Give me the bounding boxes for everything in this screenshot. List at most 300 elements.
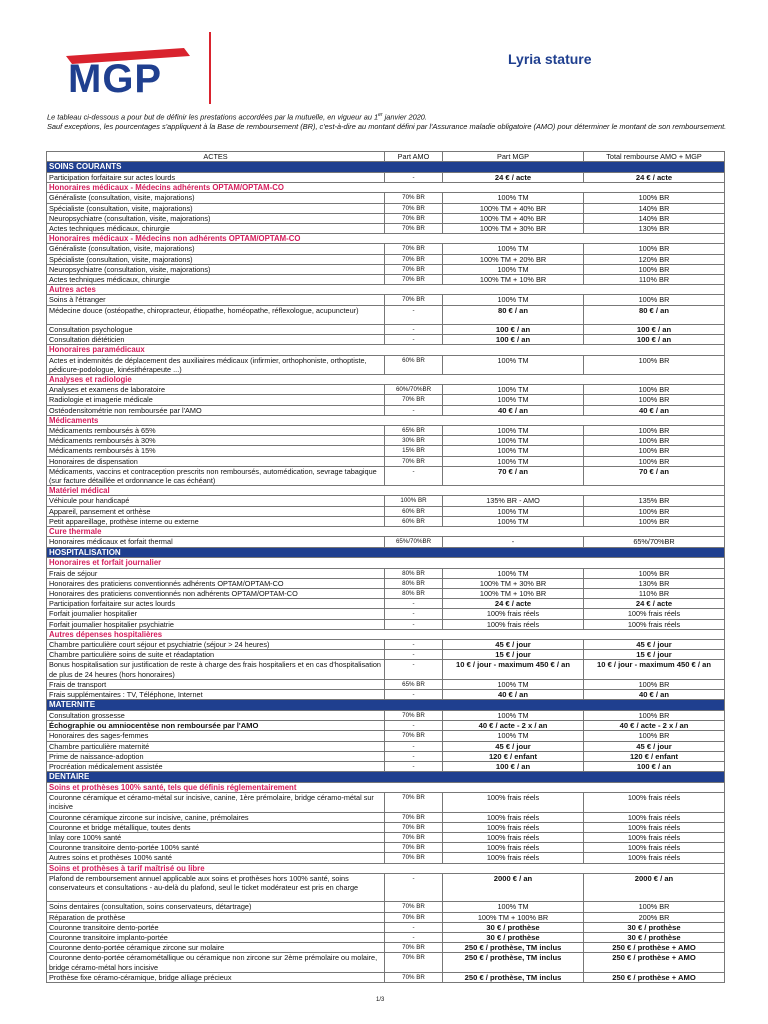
amo-cell: - <box>385 873 443 902</box>
table-row <box>47 496 725 506</box>
table-row <box>47 689 725 699</box>
table-row <box>47 395 725 405</box>
table-row <box>47 710 725 720</box>
total-cell: 140% BR <box>584 213 725 223</box>
act-cell: Ostéodensitométrie non remboursée par l'AMO <box>47 405 385 415</box>
act-cell: Inlay core 100% santé <box>47 832 385 842</box>
total-cell: 100% frais réels <box>584 812 725 822</box>
svg-text:MGP: MGP <box>68 57 163 94</box>
total-cell: 40 € / acte - 2 x / an <box>584 721 725 731</box>
total-cell: 45 € / jour <box>584 639 725 649</box>
table-row <box>47 325 725 335</box>
table-row <box>47 660 725 679</box>
subsection-title: Autres actes <box>47 285 725 295</box>
amo-cell: 70% BR <box>385 853 443 863</box>
total-cell: 100 € / an <box>584 325 725 335</box>
act-cell: Consultation diététicien <box>47 335 385 345</box>
amo-cell: 70% BR <box>385 793 443 812</box>
header-actes: ACTES <box>47 152 385 162</box>
mgp-cell: 100% TM <box>443 446 584 456</box>
amo-cell: 100% BR <box>385 496 443 506</box>
act-cell: Médicaments remboursés à 30% <box>47 436 385 446</box>
act-cell: Médicaments remboursés à 65% <box>47 426 385 436</box>
table-body <box>47 162 725 983</box>
amo-cell: 70% BR <box>385 395 443 405</box>
act-cell: Plafond de remboursement annuel applicable aux soins et prothèses hors 100% santé, soins conservateurs et consultations - au-delà du plafond, seul le ticket modérateur est pris en charge <box>47 873 385 902</box>
total-cell: 110% BR <box>584 588 725 598</box>
act-cell: Honoraires de dispensation <box>47 456 385 466</box>
total-cell: 100% BR <box>584 506 725 516</box>
table-row <box>47 537 725 547</box>
table-row <box>47 568 725 578</box>
total-cell: 40 € / an <box>584 689 725 699</box>
mgp-logo <box>66 48 190 94</box>
table-row <box>47 793 725 812</box>
table-row <box>47 173 725 183</box>
act-cell: Forfait journalier hospitalier psychiatrie <box>47 619 385 629</box>
mgp-cell: 45 € / jour <box>443 741 584 751</box>
amo-cell: - <box>385 335 443 345</box>
act-cell: Appareil, pansement et orthèse <box>47 506 385 516</box>
mgp-cell: 100% TM <box>443 355 584 374</box>
amo-cell: 70% BR <box>385 822 443 832</box>
total-cell: 140% BR <box>584 203 725 213</box>
act-cell: Spécialiste (consultation, visite, majorations) <box>47 203 385 213</box>
act-cell: Véhicule pour handicapé <box>47 496 385 506</box>
total-cell: 100% BR <box>584 426 725 436</box>
amo-cell: - <box>385 609 443 619</box>
mgp-cell: 100 € / an <box>443 335 584 345</box>
page-number: 1/3 <box>376 997 385 1003</box>
amo-cell: 70% BR <box>385 213 443 223</box>
amo-cell: 70% BR <box>385 295 443 305</box>
act-cell: Honoraires des praticiens conventionnés adhérents OPTAM/OPTAM-CO <box>47 578 385 588</box>
amo-cell: 80% BR <box>385 568 443 578</box>
table-row <box>47 953 725 972</box>
amo-cell: - <box>385 932 443 942</box>
table-row <box>47 812 725 822</box>
mgp-cell: 100% TM <box>443 456 584 466</box>
mgp-cell: 100% TM <box>443 193 584 203</box>
table-row <box>47 385 725 395</box>
table-row <box>47 731 725 741</box>
act-cell: Autres soins et prothèses 100% santé <box>47 853 385 863</box>
act-cell: Honoraires des praticiens conventionnés non adhérents OPTAM/OPTAM-CO <box>47 588 385 598</box>
act-cell: Prime de naissance-adoption <box>47 751 385 761</box>
act-cell: Consultation grossesse <box>47 710 385 720</box>
amo-cell: - <box>385 721 443 731</box>
amo-cell: - <box>385 405 443 415</box>
table-row <box>47 456 725 466</box>
mgp-cell: 100% TM + 40% BR <box>443 213 584 223</box>
table-row <box>47 355 725 374</box>
total-cell: 100% BR <box>584 516 725 526</box>
table-row <box>47 305 725 324</box>
table-row <box>47 609 725 619</box>
mgp-cell: 100% TM <box>443 516 584 526</box>
mgp-cell: 135% BR - AMO <box>443 496 584 506</box>
table-row <box>47 902 725 912</box>
total-cell: 100% BR <box>584 902 725 912</box>
total-cell: 100% frais réels <box>584 619 725 629</box>
mgp-cell: 120 € / enfant <box>443 751 584 761</box>
intro-text <box>47 110 727 132</box>
amo-cell: 70% BR <box>385 254 443 264</box>
table-row <box>47 213 725 223</box>
mgp-cell: 70 € / an <box>443 466 584 485</box>
act-cell: Bonus hospitalisation sur justification de reste à charge des frais hospitaliers et en cas d'hospitalisation de plus de 24 heures (hors honoraires) <box>47 660 385 679</box>
header-total: Total rembourse AMO + MGP <box>584 152 725 162</box>
mgp-cell: 100% TM <box>443 710 584 720</box>
mgp-cell: 2000 € / an <box>443 873 584 902</box>
subsection-title: Matériel médical <box>47 486 725 496</box>
act-cell: Couronne transitoire dento-portée 100% santé <box>47 843 385 853</box>
mgp-cell: 250 € / prothèse, TM inclus <box>443 972 584 982</box>
total-cell: 200% BR <box>584 912 725 922</box>
total-cell: 100% BR <box>584 264 725 274</box>
act-cell: Forfait journalier hospitalier <box>47 609 385 619</box>
subsection-header-row <box>47 558 725 568</box>
mgp-cell: 100% TM <box>443 385 584 395</box>
amo-cell: 70% BR <box>385 224 443 234</box>
mgp-cell: 100% TM <box>443 902 584 912</box>
total-cell: 100% frais réels <box>584 822 725 832</box>
act-cell: Couronne et bridge métallique, toutes dents <box>47 822 385 832</box>
intro-line-1: Le tableau ci-dessous a pour but de définir les prestations accordées par la mutuelle, en vigueur au 1er janvier 2020. <box>47 112 427 122</box>
total-cell: 80 € / an <box>584 305 725 324</box>
mgp-cell: 100 € / an <box>443 761 584 771</box>
amo-cell: 70% BR <box>385 731 443 741</box>
section-title: MATERNITE <box>47 700 725 711</box>
amo-cell: 70% BR <box>385 943 443 953</box>
act-cell: Frais de séjour <box>47 568 385 578</box>
section-title: HOSPITALISATION <box>47 547 725 558</box>
act-cell: Chambre particulière soins de suite et réadaptation <box>47 650 385 660</box>
mgp-cell: 100% frais réels <box>443 609 584 619</box>
amo-cell: - <box>385 466 443 485</box>
amo-cell: 60% BR <box>385 355 443 374</box>
table-row <box>47 506 725 516</box>
total-cell: 100% BR <box>584 436 725 446</box>
amo-cell: 70% BR <box>385 832 443 842</box>
intro-line-2: Sauf exceptions, les pourcentages s'appliquent à la Base de remboursement (BR), c'est-à-dire au montant défini par l'Assurance maladie obligatoire (AMO) pour déterminer le montant de son remboursement. <box>47 122 727 132</box>
mgp-cell: 100% frais réels <box>443 619 584 629</box>
total-cell: 100% BR <box>584 446 725 456</box>
act-cell: Actes techniques médicaux, chirurgie <box>47 224 385 234</box>
subsection-title: Honoraires médicaux - Médecins non adhérents OPTAM/OPTAM-CO <box>47 234 725 244</box>
act-cell: Consultation psychologue <box>47 325 385 335</box>
amo-cell: 70% BR <box>385 193 443 203</box>
mgp-cell: 100% TM <box>443 436 584 446</box>
act-cell: Procréation médicalement assistée <box>47 761 385 771</box>
amo-cell: - <box>385 751 443 761</box>
total-cell: 15 € / jour <box>584 650 725 660</box>
act-cell: Soins à l'étranger <box>47 295 385 305</box>
mgp-cell: 15 € / jour <box>443 650 584 660</box>
amo-cell: - <box>385 305 443 324</box>
total-cell: 100 € / an <box>584 335 725 345</box>
total-cell: 100% frais réels <box>584 853 725 863</box>
mgp-cell: 80 € / an <box>443 305 584 324</box>
total-cell: 100% BR <box>584 568 725 578</box>
total-cell: 40 € / an <box>584 405 725 415</box>
mgp-cell: 100% TM + 10% BR <box>443 588 584 598</box>
total-cell: 10 € / jour - maximum 450 € / an <box>584 660 725 679</box>
total-cell: 100% BR <box>584 456 725 466</box>
subsection-header-row <box>47 629 725 639</box>
subsection-header-row <box>47 345 725 355</box>
mgp-cell: 100% TM <box>443 426 584 436</box>
total-cell: 250 € / prothèse + AMO <box>584 943 725 953</box>
mgp-cell: - <box>443 537 584 547</box>
total-cell: 24 € / acte <box>584 599 725 609</box>
amo-cell: 80% BR <box>385 578 443 588</box>
subsection-title: Médicaments <box>47 415 725 425</box>
act-cell: Honoraires des sages-femmes <box>47 731 385 741</box>
table-row <box>47 912 725 922</box>
subsection-header-row <box>47 486 725 496</box>
total-cell: 100% frais réels <box>584 832 725 842</box>
mgp-cell: 24 € / acte <box>443 173 584 183</box>
total-cell: 250 € / prothèse + AMO <box>584 953 725 972</box>
amo-cell: 70% BR <box>385 264 443 274</box>
table-row <box>47 599 725 609</box>
mgp-cell: 40 € / an <box>443 689 584 699</box>
table-row <box>47 932 725 942</box>
act-cell: Participation forfaitaire sur actes lourds <box>47 599 385 609</box>
act-cell: Neuropsychiatre (consultation, visite, majorations) <box>47 264 385 274</box>
mgp-cell: 100% frais réels <box>443 832 584 842</box>
mgp-cell: 10 € / jour - maximum 450 € / an <box>443 660 584 679</box>
total-cell: 100% BR <box>584 710 725 720</box>
total-cell: 130% BR <box>584 224 725 234</box>
mgp-cell: 100% TM <box>443 395 584 405</box>
act-cell: Honoraires médicaux et forfait thermal <box>47 537 385 547</box>
subsection-header-row <box>47 234 725 244</box>
mgp-cell: 100% TM <box>443 506 584 516</box>
total-cell: 100% BR <box>584 731 725 741</box>
mgp-cell: 100% TM + 30% BR <box>443 578 584 588</box>
amo-cell: 15% BR <box>385 446 443 456</box>
mgp-cell: 100% TM <box>443 244 584 254</box>
mgp-cell: 100% frais réels <box>443 853 584 863</box>
subsection-header-row <box>47 375 725 385</box>
act-cell: Prothèse fixe céramo-céramique, bridge alliage précieux <box>47 972 385 982</box>
mgp-cell: 100% TM <box>443 568 584 578</box>
table-row <box>47 972 725 982</box>
total-cell: 100% BR <box>584 355 725 374</box>
subsection-title: Analyses et radiologie <box>47 375 725 385</box>
amo-cell: 80% BR <box>385 588 443 598</box>
mgp-cell: 100% frais réels <box>443 843 584 853</box>
amo-cell: 70% BR <box>385 812 443 822</box>
mgp-cell: 100% frais réels <box>443 793 584 812</box>
amo-cell: - <box>385 650 443 660</box>
act-cell: Actes et indemnités de déplacement des auxiliaires médicaux (infirmier, orthophoniste, orthoptiste, pédicure-podologue, kinésithérapeute ...) <box>47 355 385 374</box>
amo-cell: - <box>385 689 443 699</box>
amo-cell: 70% BR <box>385 244 443 254</box>
mgp-cell: 100% frais réels <box>443 822 584 832</box>
table-row <box>47 466 725 485</box>
amo-cell: - <box>385 599 443 609</box>
total-cell: 135% BR <box>584 496 725 506</box>
section-header-row <box>47 162 725 173</box>
act-cell: Chambre particulière court séjour et psychiatrie (séjour > 24 heures) <box>47 639 385 649</box>
table-row <box>47 873 725 902</box>
act-cell: Actes techniques médicaux, chirurgie <box>47 275 385 285</box>
amo-cell: 65% BR <box>385 679 443 689</box>
act-cell: Couronne dento-portée céramométallique ou céramique non zircone sur 2ème prémolaire ou molaire, bridge céramo-métal hors incisive <box>47 953 385 972</box>
mgp-cell: 100% TM + 20% BR <box>443 254 584 264</box>
subsection-title: Honoraires paramédicaux <box>47 345 725 355</box>
act-cell: Échographie ou amniocentèse non remboursée par l'AMO <box>47 721 385 731</box>
total-cell: 120% BR <box>584 254 725 264</box>
section-header-row <box>47 547 725 558</box>
table-row <box>47 619 725 629</box>
amo-cell: 70% BR <box>385 456 443 466</box>
amo-cell: 65% BR <box>385 426 443 436</box>
section-title: DENTAIRE <box>47 772 725 783</box>
act-cell: Frais de transport <box>47 679 385 689</box>
act-cell: Participation forfaitaire sur actes lourds <box>47 173 385 183</box>
mgp-cell: 30 € / prothèse <box>443 932 584 942</box>
mgp-cell: 100% frais réels <box>443 812 584 822</box>
amo-cell: 60% BR <box>385 516 443 526</box>
header-part-mgp: Part MGP <box>443 152 584 162</box>
act-cell: Petit appareillage, prothèse interne ou externe <box>47 516 385 526</box>
total-cell: 65%/70%BR <box>584 537 725 547</box>
header-part-amo: Part AMO <box>385 152 443 162</box>
act-cell: Généraliste (consultation, visite, majorations) <box>47 244 385 254</box>
act-cell: Couronne transitoire implanto-portée <box>47 932 385 942</box>
mgp-cell: 24 € / acte <box>443 599 584 609</box>
amo-cell: - <box>385 741 443 751</box>
act-cell: Analyses et examens de laboratoire <box>47 385 385 395</box>
table-row <box>47 943 725 953</box>
mgp-cell: 250 € / prothèse, TM inclus <box>443 943 584 953</box>
total-cell: 120 € / enfant <box>584 751 725 761</box>
benefits-table <box>46 151 725 983</box>
total-cell: 100% frais réels <box>584 609 725 619</box>
total-cell: 100% BR <box>584 395 725 405</box>
mgp-cell: 250 € / prothèse, TM inclus <box>443 953 584 972</box>
amo-cell: 70% BR <box>385 710 443 720</box>
table-row <box>47 254 725 264</box>
table-row <box>47 679 725 689</box>
table-row <box>47 516 725 526</box>
subsection-title: Cure thermale <box>47 527 725 537</box>
act-cell: Généraliste (consultation, visite, majorations) <box>47 193 385 203</box>
mgp-cell: 100% TM <box>443 731 584 741</box>
subsection-title: Honoraires et forfait journalier <box>47 558 725 568</box>
total-cell: 100 € / an <box>584 761 725 771</box>
table-row <box>47 721 725 731</box>
table-row <box>47 639 725 649</box>
mgp-cell: 100% TM <box>443 264 584 274</box>
act-cell: Couronne transitoire dento-portée <box>47 922 385 932</box>
table-row <box>47 244 725 254</box>
mgp-cell: 100% TM <box>443 295 584 305</box>
mgp-cell: 100% TM + 100% BR <box>443 912 584 922</box>
table-row <box>47 224 725 234</box>
subsection-title: Soins et prothèses 100% santé, tels que définis réglementairement <box>47 782 725 792</box>
table-row <box>47 578 725 588</box>
act-cell: Frais supplémentaires : TV, Téléphone, Internet <box>47 689 385 699</box>
total-cell: 30 € / prothèse <box>584 922 725 932</box>
table-row <box>47 436 725 446</box>
mgp-cell: 100% TM + 10% BR <box>443 275 584 285</box>
total-cell: 70 € / an <box>584 466 725 485</box>
amo-cell: 65%/70%BR <box>385 537 443 547</box>
table-row <box>47 761 725 771</box>
logo-divider <box>209 32 211 104</box>
total-cell: 100% BR <box>584 295 725 305</box>
act-cell: Chambre particulière maternité <box>47 741 385 751</box>
table-row <box>47 650 725 660</box>
amo-cell: 70% BR <box>385 203 443 213</box>
total-cell: 130% BR <box>584 578 725 588</box>
subsection-header-row <box>47 183 725 193</box>
amo-cell: 70% BR <box>385 902 443 912</box>
amo-cell: - <box>385 639 443 649</box>
table-row <box>47 843 725 853</box>
act-cell: Réparation de prothèse <box>47 912 385 922</box>
table-row <box>47 741 725 751</box>
table-row <box>47 264 725 274</box>
subsection-title: Autres dépenses hospitalières <box>47 629 725 639</box>
table-row <box>47 335 725 345</box>
act-cell: Couronne céramique et céramo-métal sur incisive, canine, 1ère prémolaire, bridge céramo-métal sur incisive <box>47 793 385 812</box>
total-cell: 100% frais réels <box>584 793 725 812</box>
amo-cell: - <box>385 761 443 771</box>
act-cell: Spécialiste (consultation, visite, majorations) <box>47 254 385 264</box>
mgp-cell: 100% TM + 40% BR <box>443 203 584 213</box>
act-cell: Soins dentaires (consultation, soins conservateurs, détartrage) <box>47 902 385 912</box>
total-cell: 100% BR <box>584 385 725 395</box>
table-row <box>47 922 725 932</box>
mgp-cell: 100% TM + 30% BR <box>443 224 584 234</box>
act-cell: Médicaments, vaccins et contraception prescrits non remboursés, automédication, sevrage tabagique (sur facture détaillée et ordonnance le cas échéant) <box>47 466 385 485</box>
table-row <box>47 446 725 456</box>
table-row <box>47 295 725 305</box>
amo-cell: 70% BR <box>385 843 443 853</box>
amo-cell: 60%/70%BR <box>385 385 443 395</box>
mgp-cell: 100% TM <box>443 679 584 689</box>
act-cell: Médecine douce (ostéopathe, chiropracteur, étiopathe, homéopathe, réflexologue, acupuncteur) <box>47 305 385 324</box>
table-row <box>47 193 725 203</box>
table-row <box>47 588 725 598</box>
total-cell: 100% BR <box>584 679 725 689</box>
total-cell: 100% frais réels <box>584 843 725 853</box>
amo-cell: - <box>385 325 443 335</box>
mgp-cell: 30 € / prothèse <box>443 922 584 932</box>
subsection-title: Honoraires médicaux - Médecins adhérents OPTAM/OPTAM-CO <box>47 183 725 193</box>
amo-cell: 70% BR <box>385 972 443 982</box>
mgp-cell: 40 € / an <box>443 405 584 415</box>
amo-cell: - <box>385 922 443 932</box>
table-row <box>47 426 725 436</box>
amo-cell: - <box>385 660 443 679</box>
table-row <box>47 405 725 415</box>
act-cell: Couronne céramique zircone sur incisive, canine, prémolaires <box>47 812 385 822</box>
amo-cell: 70% BR <box>385 912 443 922</box>
document-title: Lyria stature <box>508 51 592 67</box>
subsection-header-row <box>47 863 725 873</box>
mgp-cell: 40 € / acte - 2 x / an <box>443 721 584 731</box>
section-header-row <box>47 700 725 711</box>
act-cell: Radiologie et imagerie médicale <box>47 395 385 405</box>
total-cell: 100% BR <box>584 244 725 254</box>
